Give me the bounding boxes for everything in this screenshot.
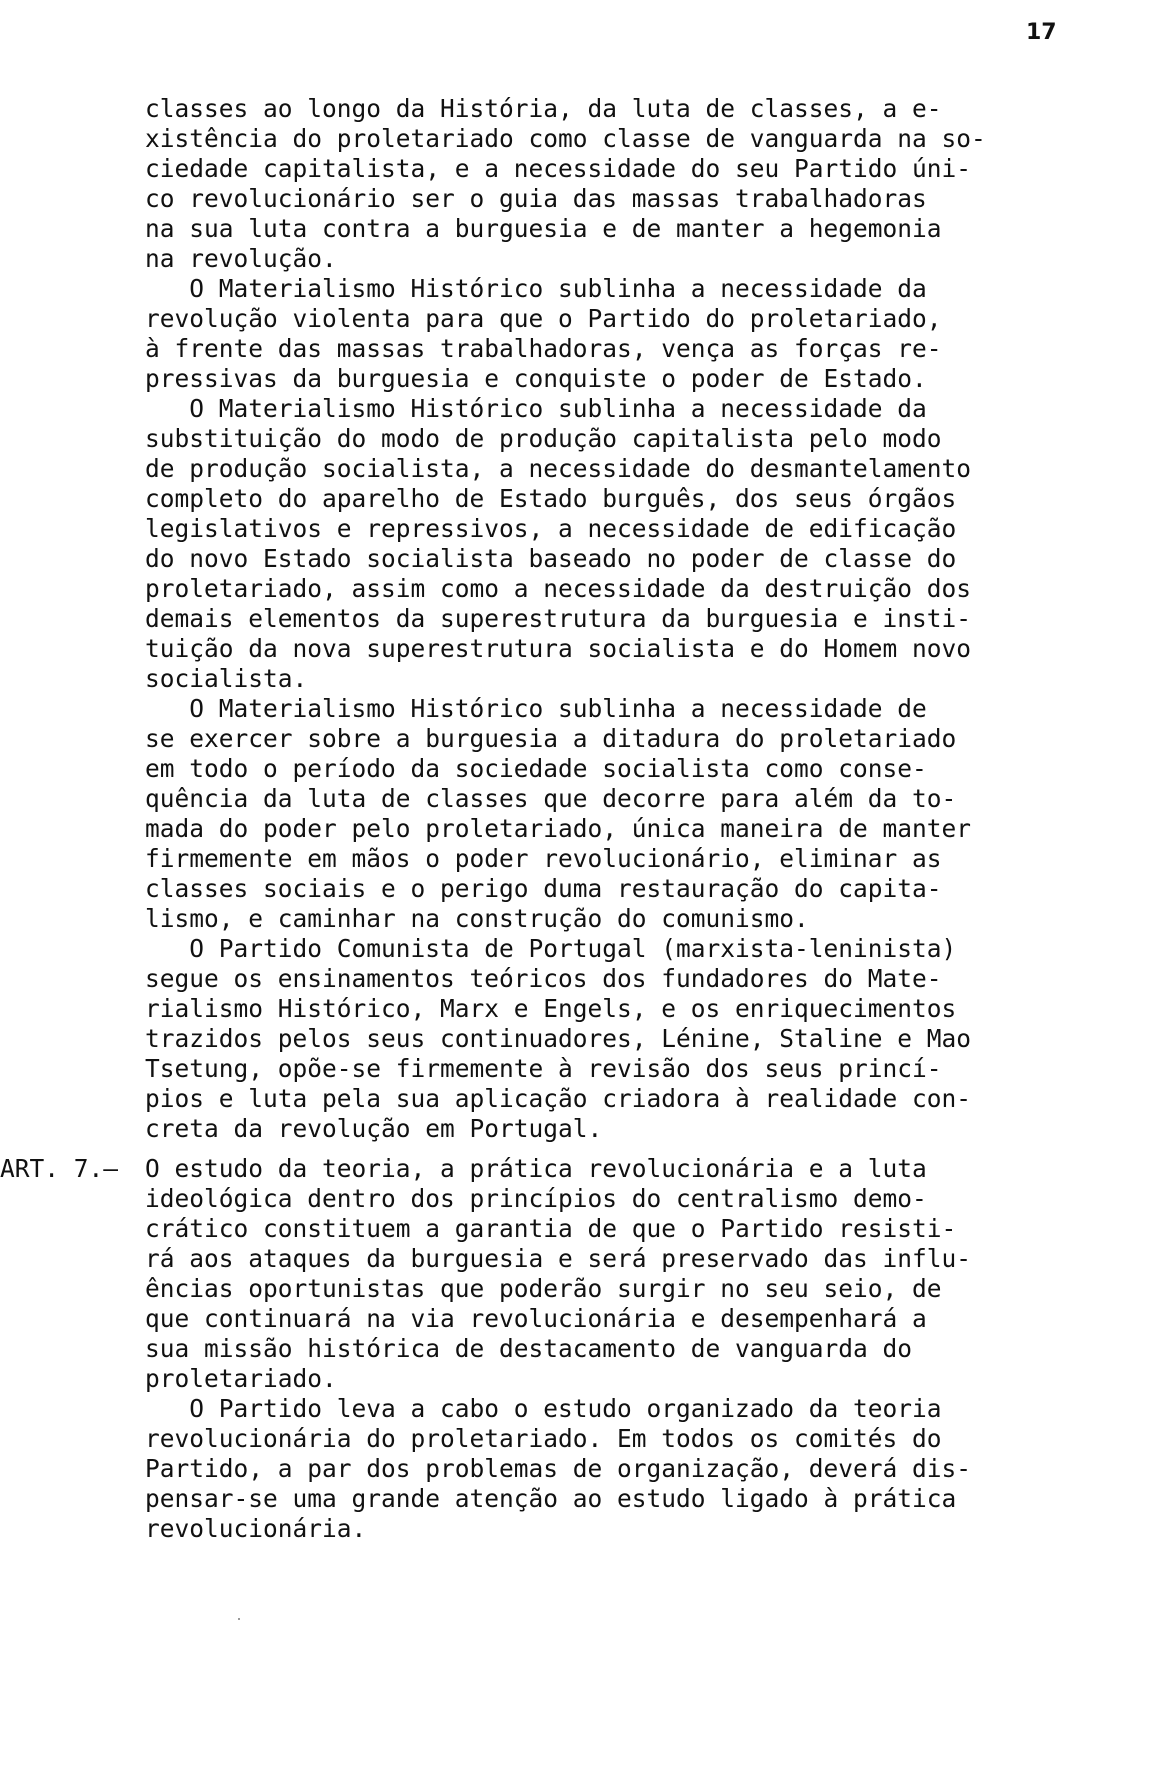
text-line: tuição da nova superestrutura socialista e do Homem novo xyxy=(145,634,972,663)
text-line: de produção socialista, a necessidade do desmantelamento xyxy=(145,454,972,483)
text-line: pressivas da burguesia e conquiste o poder de Estado. xyxy=(145,364,927,393)
text-line: O Materialismo Histórico sublinha a necessidade da xyxy=(145,394,927,423)
text-line: que continuará na via revolucionária e desempenhará a xyxy=(145,1304,927,1333)
text-line: na revolução. xyxy=(145,244,337,273)
text-line: O Materialismo Histórico sublinha a necessidade de xyxy=(145,694,927,723)
text-line: O Materialismo Histórico sublinha a necessidade da xyxy=(145,274,927,303)
text-line: xistência do proletariado como classe de vanguarda na so- xyxy=(145,124,986,153)
text-line: firmemente em mãos o poder revolucionário, eliminar as xyxy=(145,844,942,873)
page-number: 17 xyxy=(1026,20,1057,45)
text-line: O Partido Comunista de Portugal (marxista-leninista) xyxy=(145,934,957,963)
article-7-text xyxy=(145,1154,1045,1544)
text-line: ciedade capitalista, e a necessidade do seu Partido úni- xyxy=(145,154,972,183)
text-line: legislativos e repressivos, a necessidade de edificação xyxy=(145,514,957,543)
text-line: revolução violenta para que o Partido do proletariado, xyxy=(145,304,942,333)
text-line: Tsetung, opõe-se firmemente à revisão dos seus princí- xyxy=(145,1054,942,1083)
text-line: revolucionária. xyxy=(145,1514,367,1543)
text-line: rá aos ataques da burguesia e será preservado das influ- xyxy=(145,1244,972,1273)
text-line: revolucionária do proletariado. Em todos os comités do xyxy=(145,1424,942,1453)
text-line: ideológica dentro dos princípios do centralismo demo- xyxy=(145,1184,927,1213)
text-line: O estudo da teoria, a prática revolucionária e a luta xyxy=(145,1154,927,1183)
text-line: socialista. xyxy=(145,664,308,693)
text-line: segue os ensinamentos teóricos dos fundadores do Mate- xyxy=(145,964,942,993)
text-line: rialismo Histórico, Marx e Engels, e os enriquecimentos xyxy=(145,994,957,1023)
text-line: sua missão histórica de destacamento de vanguarda do xyxy=(145,1334,913,1363)
text-line: Partido, a par dos problemas de organização, deverá dis- xyxy=(145,1454,972,1483)
text-line: substituição do modo de produção capitalista pelo modo xyxy=(145,424,942,453)
text-line: pensar-se uma grande atenção ao estudo ligado à prática xyxy=(145,1484,957,1513)
text-line: creta da revolução em Portugal. xyxy=(145,1114,603,1143)
text-line: pios e luta pela sua aplicação criadora à realidade con- xyxy=(145,1084,972,1113)
text-line: trazidos pelos seus continuadores, Lénine, Staline e Mao xyxy=(145,1024,972,1053)
text-line: demais elementos da superestrutura da burguesia e insti- xyxy=(145,604,972,633)
text-line: crático constituem a garantia de que o Partido resisti- xyxy=(145,1214,957,1243)
text-line: se exercer sobre a burguesia a ditadura do proletariado xyxy=(145,724,957,753)
text-line: à frente das massas trabalhadoras, vença as forças re- xyxy=(145,334,942,363)
text-line: completo do aparelho de Estado burguês, dos seus órgãos xyxy=(145,484,957,513)
text-line: do novo Estado socialista baseado no poder de classe do xyxy=(145,544,957,573)
text-line: em todo o período da sociedade socialista como conse- xyxy=(145,754,927,783)
text-line: O Partido leva a cabo o estudo organizado da teoria xyxy=(145,1394,942,1423)
text-line: lismo, e caminhar na construção do comunismo. xyxy=(145,904,809,933)
text-line: proletariado, assim como a necessidade da destruição dos xyxy=(145,574,972,603)
scan-speck xyxy=(238,1618,240,1620)
text-line: na sua luta contra a burguesia e de manter a hegemonia xyxy=(145,214,942,243)
text-line: quência da luta de classes que decorre para além da to- xyxy=(145,784,957,813)
text-line: classes sociais e o perigo duma restauração do capita- xyxy=(145,874,942,903)
text-line: ências oportunistas que poderão surgir no seu seio, de xyxy=(145,1274,942,1303)
text-line: mada do poder pelo proletariado, única maneira de manter xyxy=(145,814,972,843)
text-line: proletariado. xyxy=(145,1364,337,1393)
text-line: classes ao longo da História, da luta de classes, a e- xyxy=(145,94,942,123)
article-7-label: ART. 7.— xyxy=(0,1154,119,1183)
article-6-continuation-text xyxy=(145,94,1045,1144)
text-line: co revolucionário ser o guia das massas trabalhadoras xyxy=(145,184,927,213)
